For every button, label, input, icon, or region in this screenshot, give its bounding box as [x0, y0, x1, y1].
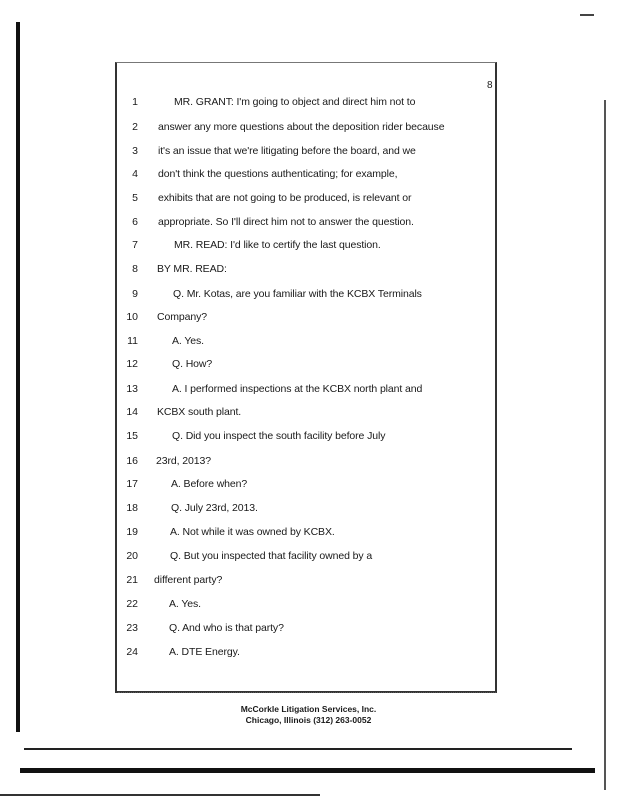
line-number: 13 [126, 383, 138, 395]
line-text: BY MR. READ: [157, 263, 227, 275]
line-text: MR. GRANT: I'm going to object and direct him not to [174, 96, 416, 108]
line-text: Q. July 23rd, 2013. [171, 502, 258, 514]
page-number: 8 [487, 80, 493, 91]
scan-bottom-thin [0, 794, 320, 796]
scan-left-edge [16, 22, 20, 732]
line-text: Q. Mr. Kotas, are you familiar with the KCBX Terminals [173, 288, 422, 300]
frame-bottom-dotted [118, 692, 496, 694]
footer-address: Chicago, Illinois (312) 263-0052 [245, 715, 372, 725]
line-number: 9 [132, 288, 138, 300]
line-number: 18 [126, 502, 138, 514]
line-number: 23 [126, 622, 138, 634]
line-number: 10 [126, 311, 138, 323]
line-number: 5 [132, 192, 138, 204]
line-text: don't think the questions authenticating; for example, [158, 168, 398, 180]
line-text: appropriate. So I'll direct him not to answer the question. [158, 216, 414, 228]
scan-top-tick [580, 14, 594, 16]
line-number: 22 [126, 598, 138, 610]
line-number: 7 [132, 239, 138, 251]
line-number: 17 [126, 478, 138, 490]
line-number: 2 [132, 121, 138, 133]
line-number: 4 [132, 168, 138, 180]
line-text: A. Yes. [172, 335, 204, 347]
line-number: 11 [127, 335, 138, 347]
line-number: 1 [132, 96, 138, 108]
line-number: 16 [126, 455, 138, 467]
line-number: 19 [126, 526, 138, 538]
scan-right-edge [604, 100, 606, 790]
line-text: A. Before when? [171, 478, 248, 490]
line-text: answer any more questions about the deposition rider because [158, 121, 445, 133]
line-number: 8 [132, 263, 138, 275]
line-number: 20 [126, 550, 138, 562]
line-number: 12 [126, 358, 138, 370]
line-text: A. I performed inspections at the KCBX north plant and [172, 383, 423, 395]
line-number: 14 [126, 406, 138, 418]
line-number: 3 [132, 145, 138, 157]
line-number: 21 [126, 574, 138, 586]
line-text: Company? [157, 311, 207, 323]
line-number: 15 [126, 430, 138, 442]
line-text: A. DTE Energy. [169, 646, 240, 658]
line-text: it's an issue that we're litigating before the board, and we [158, 145, 416, 157]
line-text: different party? [154, 574, 223, 586]
line-text: A. Not while it was owned by KCBX. [170, 526, 335, 538]
line-number: 6 [132, 216, 138, 228]
line-text: exhibits that are not going to be produced, is relevant or [158, 192, 412, 204]
scan-bottom-bar [20, 768, 595, 773]
scan-bottom-line [24, 748, 572, 750]
line-text: KCBX south plant. [157, 406, 242, 418]
line-text: Q. But you inspected that facility owned by a [170, 550, 373, 562]
line-text: Q. How? [172, 358, 213, 370]
line-text: Q. Did you inspect the south facility before July [172, 430, 386, 442]
footer-company: McCorkle Litigation Services, Inc. [240, 704, 377, 714]
line-text: Q. And who is that party? [169, 622, 284, 634]
line-text: A. Yes. [169, 598, 201, 610]
line-text: MR. READ: I'd like to certify the last question. [174, 239, 381, 251]
line-text: 23rd, 2013? [156, 455, 211, 467]
line-number: 24 [126, 646, 138, 658]
